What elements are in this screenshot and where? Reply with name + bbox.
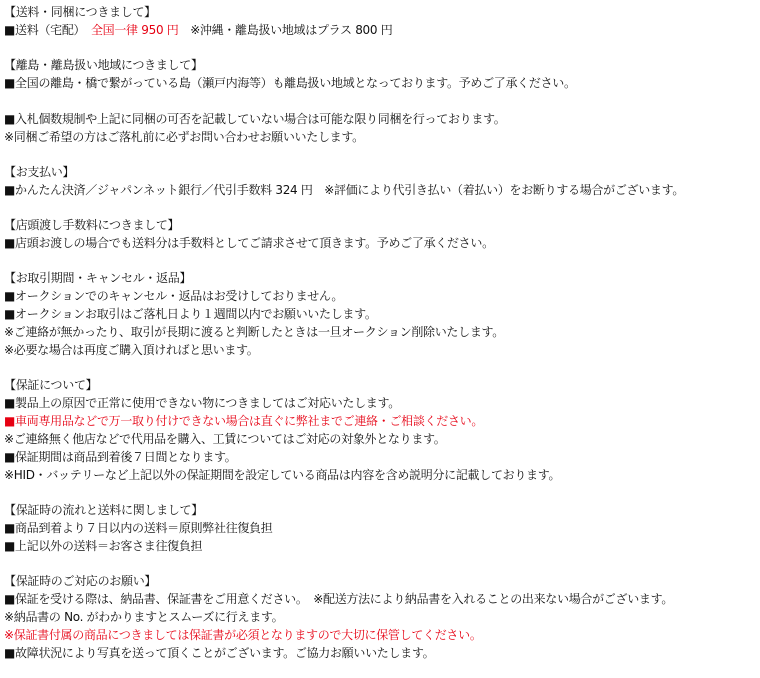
notice-line-important: ■車両専用品などで万一取り付けできない場合は直ぐに弊社までご連絡・ご相談ください。 (4, 414, 484, 428)
section-warranty-flow (4, 501, 756, 555)
section-heading: 【店頭渡し手数料につきまして】 (4, 218, 180, 232)
section-heading: 【保証時のご対応のお願い】 (4, 574, 157, 588)
shipping-label: ■送料（宅配） (4, 23, 80, 37)
notice-line: ■保証期間は商品到着後７日間となります。 (4, 450, 237, 464)
notice-line: ■オークションでのキャンセル・返品はお受けしておりません。 (4, 289, 344, 303)
notice-line: ■全国の離島・橋で繋がっている島（瀬戸内海等）も離島扱い地域となっております。予めご了承ください。 (4, 76, 576, 90)
section-payment (4, 163, 756, 199)
notice-line: ■入札個数規制や上記に同梱の可否を記載していない場合は可能な限り同梱を行っております。 (4, 112, 506, 126)
section-remote-islands (4, 56, 756, 146)
section-heading: 【お取引期間・キャンセル・返品】 (4, 271, 192, 285)
notice-line-important: ※保証書付属の商品につきましては保証書が必須となりますので大切に保管してください。 (4, 628, 482, 642)
notice-line: ※必要な場合は再度ご購入頂ければと思います。 (4, 343, 259, 357)
section-shipping (4, 3, 756, 39)
notice-line: ■故障状況により写真を送って頂くことがございます。ご協力お願いいたします。 (4, 646, 435, 660)
notice-line: ■店頭お渡しの場合でも送料分は手数料としてご請求させて頂きます。予めご了承ください。 (4, 236, 494, 250)
section-heading: 【保証について】 (4, 378, 98, 392)
notice-line: ■かんたん決済／ジャパンネット銀行／代引手数料 324 円 ※評価により代引き払い（着払い）をお断りする場合がございます。 (4, 183, 685, 197)
shipping-price: 全国一律 950 円 (90, 23, 179, 37)
notice-line: ※同梱ご希望の方はご落札前に必ずお問い合わせお願いいたします。 (4, 130, 364, 144)
section-heading: 【離島・離島扱い地域につきまして】 (4, 58, 203, 72)
notice-line: ■製品上の原因で正常に使用できない物につきましてはご対応いたします。 (4, 396, 400, 410)
notice-line: ■商品到着より７日以内の送料＝原則弊社往復負担 (4, 521, 273, 535)
section-heading: 【保証時の流れと送料に関しまして】 (4, 503, 203, 517)
section-warranty (4, 376, 756, 484)
notice-line: ※ご連絡が無かったり、取引が長期に渡ると判断したときは一旦オークション削除いたします。 (4, 325, 504, 339)
shipping-remote-surcharge: ※沖縄・離島扱い地域はプラス 800 円 (190, 23, 393, 37)
line-spacer (4, 92, 756, 110)
notice-line: ※ご連絡無く他店などで代用品を購入、工賃についてはご対応の対象外となります。 (4, 432, 446, 446)
section-transaction (4, 269, 756, 359)
notice-line: ■上記以外の送料＝お客さま往復負担 (4, 539, 203, 553)
section-warranty-request (4, 572, 756, 662)
notice-line (4, 21, 756, 39)
section-heading: 【送料・同梱につきまして】 (4, 5, 156, 19)
notice-line: ※HID・バッテリーなど上記以外の保証期間を設定している商品は内容を含め説明分に記載しております。 (4, 468, 561, 482)
notice-line: ※納品書の No. がわかりますとスムーズに行えます。 (4, 610, 284, 624)
section-heading: 【お支払い】 (4, 165, 75, 179)
notice-line: ■保証を受ける際は、納品書、保証書をご用意ください。 ※配送方法により納品書を入れることの出来ない場合がございます。 (4, 592, 674, 606)
notice-line: ■オークションお取引はご落札日より１週間以内でお願いいたします。 (4, 307, 377, 321)
section-store-pickup (4, 216, 756, 252)
